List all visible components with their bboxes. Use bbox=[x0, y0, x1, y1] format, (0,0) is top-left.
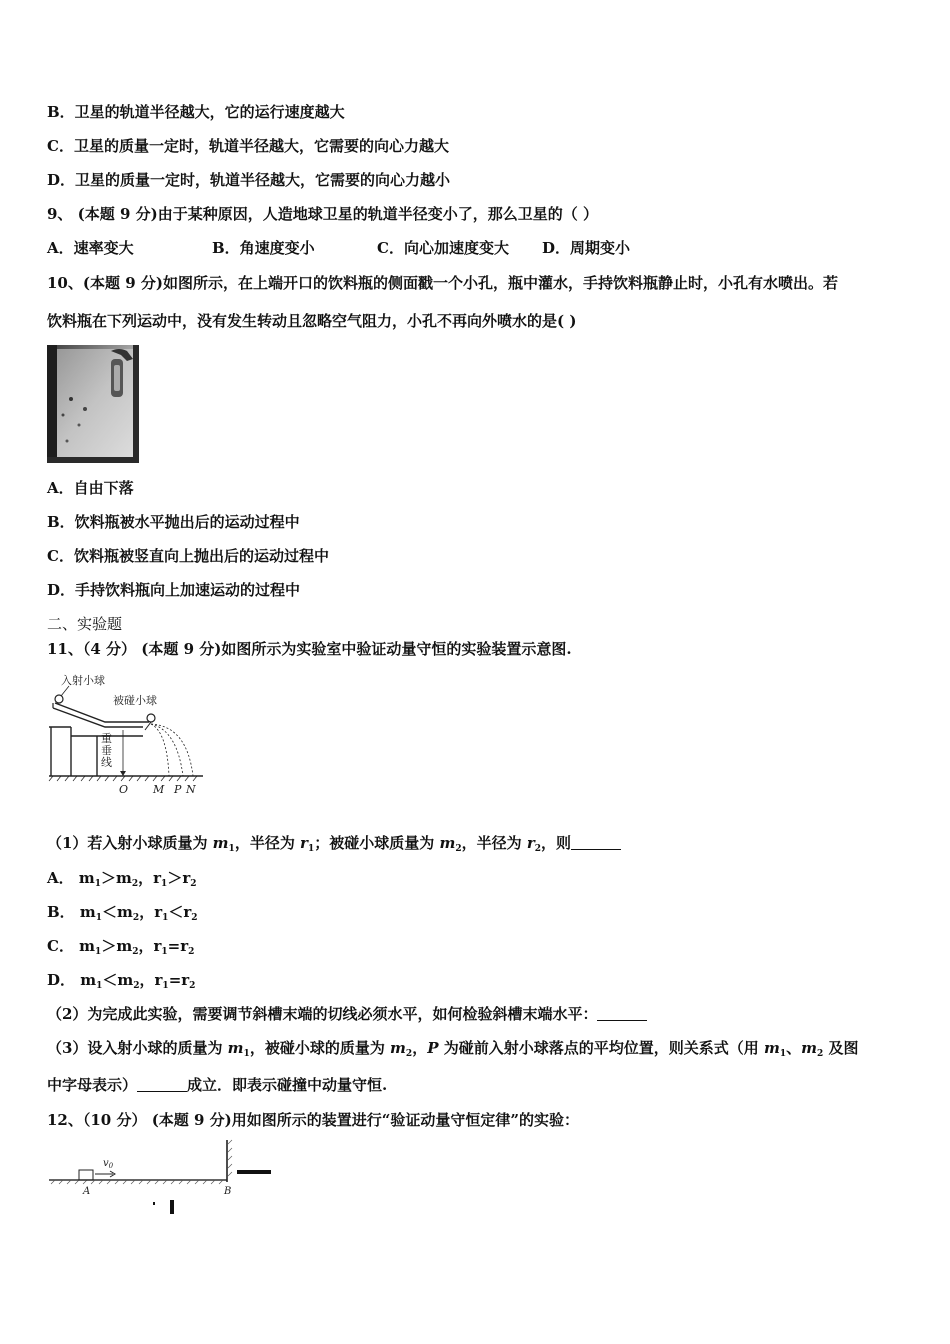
answer-blank-3[interactable] bbox=[137, 1077, 187, 1092]
q8-option-d: D．卫星的质量一定时，轨道半径越大，它需要的向心力越小 bbox=[47, 171, 451, 189]
point-m-label: M bbox=[153, 783, 165, 796]
q10-option-d: D．手持饮料瓶向上加速运动的过程中 bbox=[47, 581, 301, 599]
q11-option-b: B． $m_1<m_2$，$r_1<r_2$ bbox=[47, 903, 198, 923]
answer-blank-2[interactable] bbox=[597, 1006, 647, 1021]
plumb-line-char-1: 重 bbox=[101, 732, 112, 745]
q9-option-d: D．周期变小 bbox=[542, 239, 631, 257]
q11-part2: （2）为完成此实验，需要调节斜槽末端的切线必须水平，如何检验斜槽末端水平： bbox=[47, 1004, 647, 1024]
q11-option-a: A． $m_1>m_2$，$r_1>r_2$ bbox=[47, 869, 197, 889]
target-ball-label: 被碰小球 bbox=[113, 694, 157, 707]
track-wall-figure bbox=[47, 1138, 277, 1218]
q11-option-c: C． $m_1>m_2$，$r_1=r_2$ bbox=[47, 937, 195, 957]
q10-option-a: A．自由下落 bbox=[47, 479, 134, 497]
velocity-v0-label: $v_0$ bbox=[103, 1158, 114, 1170]
section-title: 二、实验题 bbox=[47, 615, 123, 633]
q9-option-c: C．向心加速度变大 bbox=[377, 239, 509, 257]
q9-stem: 9、 (本题 9 分)由于某种原因，人造地球卫星的轨道半径变小了，那么卫星的（ ） bbox=[47, 205, 598, 223]
q10-option-c: C．饮料瓶被竖直向上抛出后的运动过程中 bbox=[47, 547, 329, 565]
block-a bbox=[79, 1170, 93, 1180]
q11-option-d: D． $m_1<m_2$，$r_1=r_2$ bbox=[47, 971, 196, 991]
q10-option-b: B．饮料瓶被水平抛出后的运动过程中 bbox=[47, 513, 300, 531]
point-p-label: P bbox=[174, 783, 182, 796]
q8-option-c: C．卫星的质量一定时，轨道半径越大，它需要的向心力越大 bbox=[47, 137, 449, 155]
q12-stem: 12、（10 分） (本题 9 分)用如图所示的装置进行“验证动量守恒定律”的实验： bbox=[47, 1111, 580, 1129]
answer-blank-1[interactable] bbox=[571, 835, 621, 850]
q9-option-b: B．角速度变小 bbox=[212, 239, 315, 257]
collision-apparatus-figure bbox=[47, 670, 207, 798]
q9-options bbox=[47, 238, 630, 258]
point-o-label: O bbox=[119, 783, 129, 796]
q11-part3: （3）设入射小球的质量为 $m_1$，被碰小球的质量为 $m_2$，P 为碰前入射小球落点的平均位置，则关系式（用 $m_1$、$m_2$ 及图 bbox=[47, 1039, 859, 1059]
plumb-line-char-3: 线 bbox=[101, 756, 112, 769]
q11-stem: 11、（4 分） (本题 9 分)如图所示为实验室中验证动量守恒的实验装置示意图. bbox=[47, 640, 572, 658]
point-a-label: A bbox=[83, 1186, 91, 1197]
plumb-line-char-2: 垂 bbox=[101, 744, 112, 757]
point-n-label: N bbox=[186, 783, 196, 796]
q10-stem-line2: 饮料瓶在下列运动中，没有发生转动且忽略空气阻力，小孔不再向外喷水的是( ) bbox=[47, 312, 577, 330]
target-ball bbox=[147, 714, 155, 722]
q9-option-a: A．速率变大 bbox=[47, 239, 134, 257]
q8-option-b: B．卫星的轨道半径越大，它的运行速度越大 bbox=[47, 103, 345, 121]
incident-ball-label: 入射小球 bbox=[61, 674, 105, 687]
q10-stem-line1: 10、(本题 9 分)如图所示，在上端开口的饮料瓶的侧面戳一个小孔，瓶中灌水，手持饮料瓶静止时，小孔有水喷出。若 bbox=[47, 274, 838, 292]
q11-part3-line2: 中字母表示） 成立．即表示碰撞中动量守恒. bbox=[47, 1076, 388, 1094]
q11-part1: （1）若入射小球质量为 $m_1$，半径为 $r_1$；被碰小球质量为 $m_2$，半径为 $r_2$，则 bbox=[47, 833, 621, 859]
point-b-label: B bbox=[224, 1186, 232, 1197]
incident-ball bbox=[55, 695, 63, 703]
bottle-photo bbox=[47, 345, 139, 463]
